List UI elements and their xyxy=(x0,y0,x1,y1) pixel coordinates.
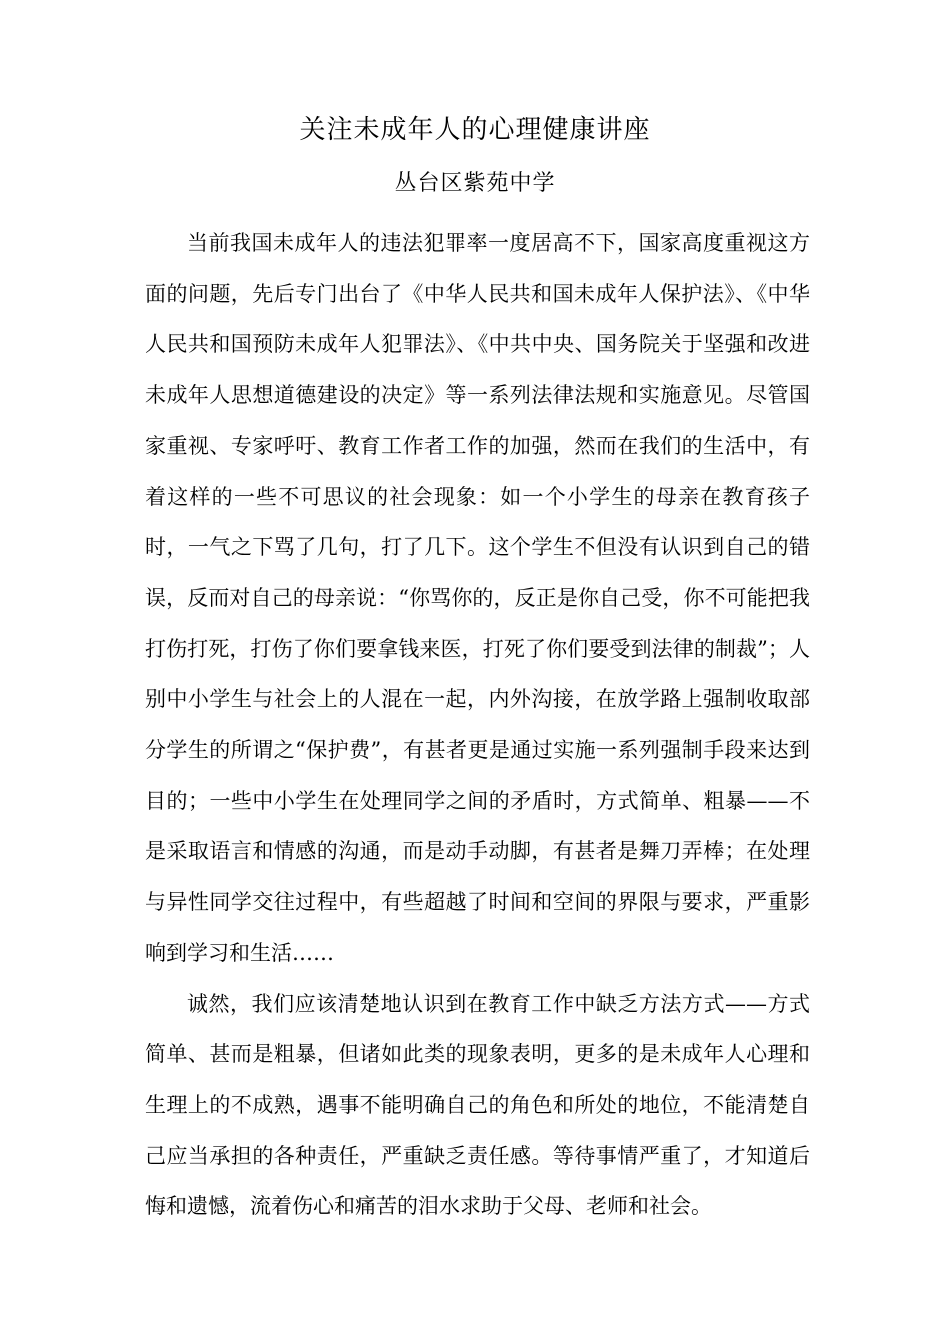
paragraph-2: 诚然，我们应该清楚地认识到在教育工作中缺乏方法方式——方式简单、甚而是粗暴，但诸如此类的现象表明，更多的是未成年人心理和生理上的不成熟，遇事不能明确自己的角色和所处的地位，不能清楚自己应当承担的各种责任，严重缺乏责任感。等待事情严重了，才知道后悔和遗憾，流着伤心和痛苦的泪水求助于父母、老师和社会。 xyxy=(145,991,810,1219)
document-subtitle: 丛台区紫苑中学 xyxy=(394,171,556,196)
paragraph-1: 当前我国未成年人的违法犯罪率一度居高不下，国家高度重视这方面的问题，先后专门出台了《中华人民共和国未成年人保护法》、《中华人民共和国预防未成年人犯罪法》、《中共中央、国务院关于坚强和改进未成年人思想道德建设的决定》等一系列法律法规和实施意见。尽管国家重视、专家呼吁、教育工作者工作的加强，然而在我们的生活中，有着这样的一些不可思议的社会现象：如一个小学生的母亲在教育孩子时，一气之下骂了几句，打了几下。这个学生不但没有认识到自己的错误，反而对自己的母亲说：“你骂你的，反正是你自己受，你不可能把我打伤打死，打伤了你们要拿钱来医，打死了你们要受到法律的制裁”；人别中小学生与社会上的人混在一起，内外沟接，在放学路上强制收取部分学生的所谓之“保护费”，有甚者更是通过实施一系列强制手段来达到目的；一些中小学生在处理同学之间的矛盾时，方式简单、粗暴——不是采取语言和情感的沟通，而是动手动脚，有甚者是舞刀弄棒；在处理与异性同学交往过程中，有些超越了时间和空间的界限与要求，严重影响到学习和生活…… xyxy=(145,231,810,965)
document-title: 关注未成年人的心理健康讲座 xyxy=(299,115,651,145)
document-body xyxy=(145,218,810,1232)
